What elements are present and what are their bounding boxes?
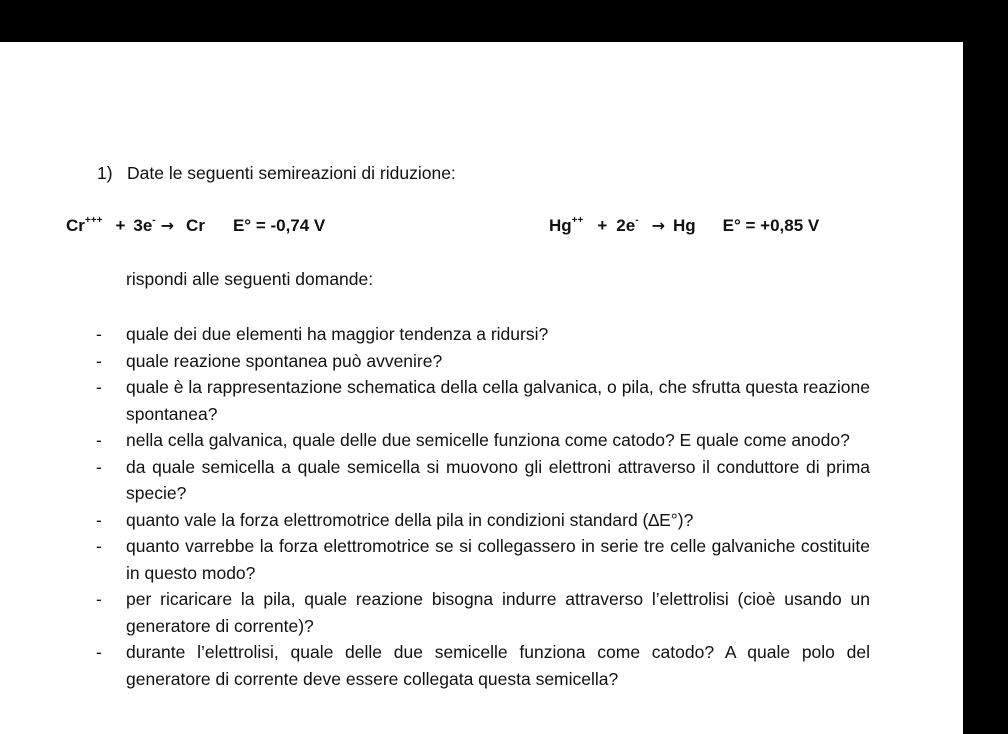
bullet-dash: - <box>96 642 102 662</box>
list-item-text: nella cella galvanica, quale delle due semicelle funziona come catodo? E quale come anodo? <box>126 430 850 450</box>
question-title-text: Date le seguenti semireazioni di riduzione: <box>127 163 456 183</box>
bullet-dash: - <box>96 430 102 450</box>
list-item-text: quale reazione spontanea può avvenire? <box>126 350 443 371</box>
list-item <box>96 348 870 375</box>
question-list <box>96 321 870 692</box>
ion-charge: +++ <box>84 215 103 227</box>
reactant-ion: Cr <box>66 216 85 235</box>
list-item-text: per ricaricare la pila, quale reazione bisogna indurre attraverso l’elettrolisi (cioè usando un generatore di corrente)? <box>126 589 870 636</box>
question-heading <box>97 163 456 183</box>
bullet-dash: - <box>96 509 102 530</box>
instruction-text: rispondi alle seguenti domande: <box>126 269 374 289</box>
list-item-text: da quale semicella a quale semicella si muovono gli elettroni attraverso il conduttore di prima specie? <box>126 456 870 503</box>
electron-charge: - <box>152 215 156 227</box>
list-item-text: quanto vale la forza elettromotrice della pila in condizioni standard (∆E°)? <box>126 509 694 530</box>
bullet-dash: - <box>96 350 102 371</box>
document-page <box>0 42 963 734</box>
electrons: 2e <box>616 216 636 235</box>
question-number: 1) <box>97 163 113 183</box>
list-item <box>96 586 870 639</box>
bullet-dash: - <box>96 589 102 609</box>
bullet-dash: - <box>96 536 102 556</box>
list-item <box>96 321 870 348</box>
list-item <box>96 507 870 534</box>
ion-charge: ++ <box>571 215 584 227</box>
bullet-dash: - <box>96 456 102 477</box>
list-item <box>96 533 870 586</box>
product: Hg <box>672 216 696 235</box>
standard-potential: E° = +0,85 V <box>722 216 820 235</box>
list-item-text: quanto varrebbe la forza elettromotrice se si collegassero in serie tre celle galvaniche costituite in questo modo? <box>126 536 870 583</box>
reaction-arrow-icon: → <box>651 216 665 235</box>
list-item-text: durante l’elettrolisi, quale delle due semicelle funziona come catodo? A quale polo del generatore di corrente deve essere collegata questa semicella? <box>126 642 870 689</box>
list-item-text: quale è la rappresentazione schematica della cella galvanica, o pila, che sfrutta questa reazione spontanea? <box>126 377 870 424</box>
plus-sign: + <box>115 216 126 235</box>
list-item <box>96 427 870 454</box>
reactant-ion: Hg <box>549 216 572 235</box>
reaction-mercury <box>549 215 819 237</box>
reaction-chromium <box>66 215 325 237</box>
list-item <box>96 454 870 507</box>
electron-charge: - <box>635 215 639 227</box>
product: Cr <box>186 216 205 235</box>
standard-potential: E° = -0,74 V <box>232 216 326 235</box>
electrons: 3e <box>133 216 153 235</box>
reaction-arrow-icon: → <box>160 216 175 235</box>
list-item <box>96 639 870 692</box>
list-item-text: quale dei due elementi ha maggior tendenza a ridursi? <box>126 324 549 344</box>
bullet-dash: - <box>96 377 102 397</box>
bullet-dash: - <box>96 324 102 344</box>
list-item <box>96 374 870 427</box>
plus-sign: + <box>597 216 608 235</box>
